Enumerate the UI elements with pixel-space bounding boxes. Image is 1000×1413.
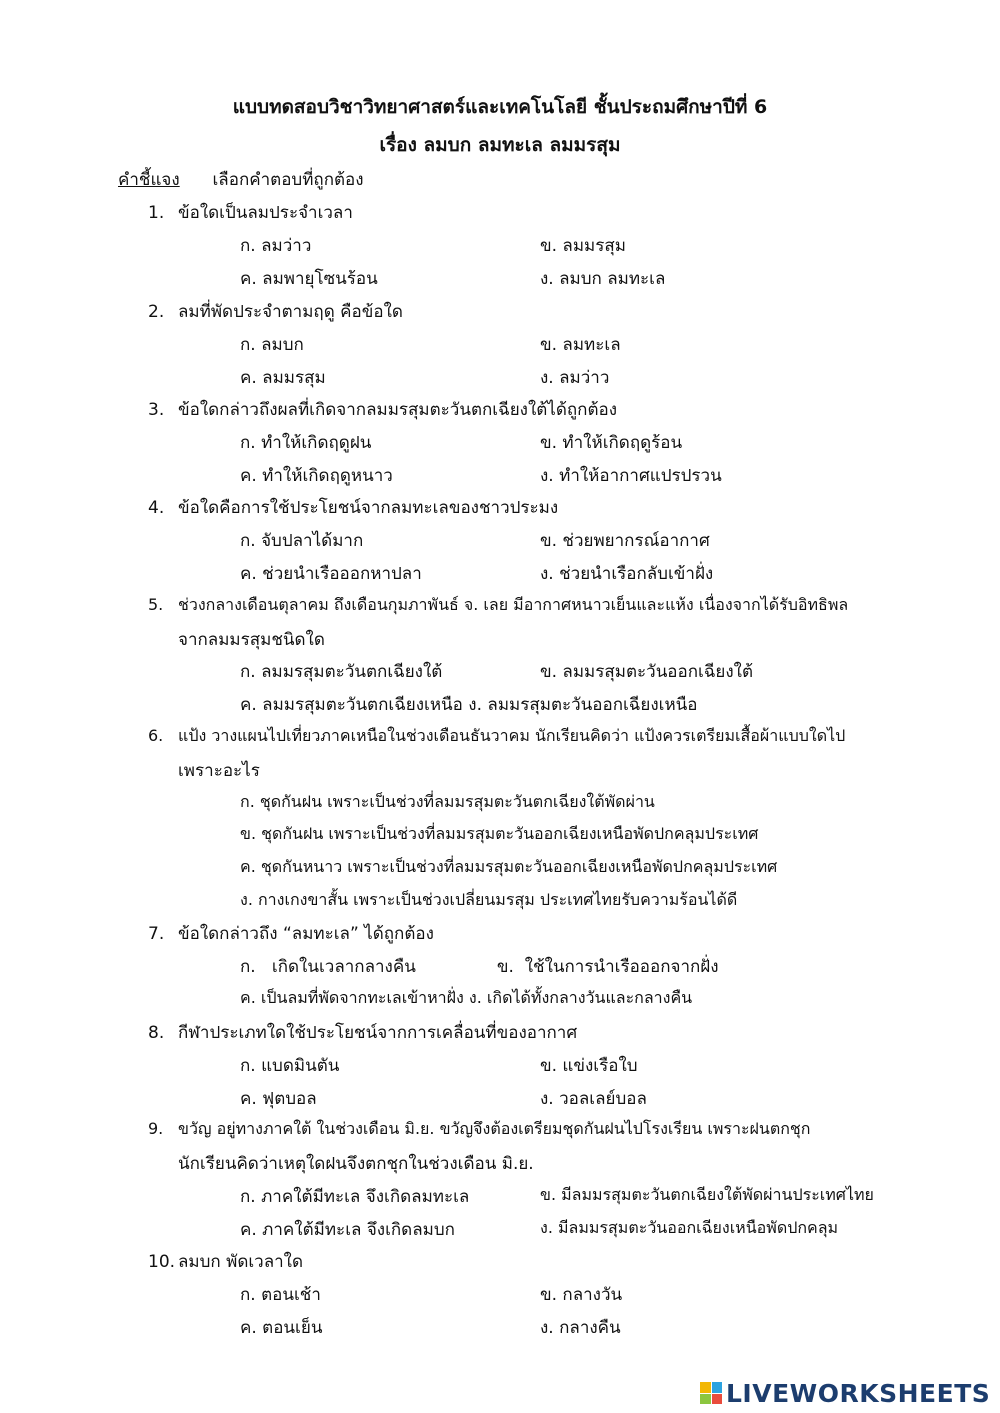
logo-grid-icon	[700, 1382, 722, 1404]
q7-option-c-d[interactable]: ค. เป็นลมที่พัดจากทะเลเข้าหาฝั่ง ง. เกิดได้ทั้งกลางวันและกลางคืน	[240, 988, 693, 1007]
question-text: ขวัญ อยู่ทางภาคใต้ ในช่วงเดือน มิ.ย. ขวัญจึงต้องเตรียมชุดกันฝนไปโรงเรียน เพราะฝนตกชุก	[178, 1119, 811, 1138]
q9-option-b[interactable]: ข. มีลมมรสุมตะวันตกเฉียงใต้พัดผ่านประเทศไทย	[540, 1185, 874, 1204]
question-3	[148, 396, 617, 423]
q8-option-d[interactable]: ง. วอลเลย์บอล	[540, 1089, 647, 1109]
q4-option-a[interactable]: ก. จับปลาได้มาก	[240, 531, 364, 551]
question-text: ข้อใดกล่าวถึง “ลมทะเล” ได้ถูกต้อง	[178, 924, 434, 944]
question-5	[148, 593, 848, 618]
q3-option-c[interactable]: ค. ทำให้เกิดฤดูหนาว	[240, 466, 393, 486]
q8-option-b[interactable]: ข. แข่งเรือใบ	[540, 1056, 638, 1076]
q5-option-b[interactable]: ข. ลมมรสุมตะวันออกเฉียงใต้	[540, 662, 754, 682]
instructions	[118, 166, 364, 193]
question-2	[148, 298, 403, 325]
question-text: ลมบก พัดเวลาใด	[178, 1252, 304, 1272]
logo-square	[700, 1394, 711, 1405]
question-number: 9.	[148, 1119, 164, 1138]
q1-option-a[interactable]: ก. ลมว่าว	[240, 236, 312, 256]
worksheet-title: แบบทดสอบวิชาวิทยาศาสตร์และเทคโนโลยี ชั้นประถมศึกษาปีที่ 6	[232, 96, 768, 118]
question-5-continued: จากลมมรสุมชนิดใด	[178, 630, 325, 650]
q5-option-c-d[interactable]: ค. ลมมรสุมตะวันตกเฉียงเหนือ ง. ลมมรสุมตะวันออกเฉียงเหนือ	[240, 695, 698, 715]
q4-option-c[interactable]: ค. ช่วยนำเรือออกหาปลา	[240, 564, 422, 584]
question-4	[148, 494, 558, 521]
question-6	[148, 724, 845, 749]
liveworksheets-logo	[700, 1380, 990, 1406]
q4-option-b[interactable]: ข. ช่วยพยากรณ์อากาศ	[540, 531, 710, 551]
question-10	[148, 1248, 303, 1275]
question-number: 10.	[148, 1252, 176, 1272]
question-number: 4.	[148, 498, 165, 518]
q5-option-a[interactable]: ก. ลมมรสุมตะวันตกเฉียงใต้	[240, 662, 443, 682]
question-text: แป้ง วางแผนไปเที่ยวภาคเหนือในช่วงเดือนธันวาคม นักเรียนคิดว่า แป้งควรเตรียมเสื้อผ้าแบบใดไป	[178, 726, 846, 745]
q3-option-d[interactable]: ง. ทำให้อากาศแปรปรวน	[540, 466, 722, 486]
q9-option-d[interactable]: ง. มีลมมรสุมตะวันออกเฉียงเหนือพัดปกคลุม	[540, 1218, 839, 1237]
q6-option-c[interactable]: ค. ชุดกันหนาว เพราะเป็นช่วงที่ลมมรสุมตะวันออกเฉียงเหนือพัดปกคลุมประเทศ	[240, 857, 778, 876]
question-text: ลมที่พัดประจำตามฤดู คือข้อใด	[178, 302, 403, 322]
q9-option-c[interactable]: ค. ภาคใต้มีทะเล จึงเกิดลมบก	[240, 1220, 455, 1240]
question-text: ข้อใดคือการใช้ประโยชน์จากลมทะเลของชาวประมง	[178, 498, 559, 518]
question-8	[148, 1019, 577, 1046]
question-number: 6.	[148, 726, 164, 745]
question-6-continued: เพราะอะไร	[178, 761, 260, 781]
q2-option-a[interactable]: ก. ลมบก	[240, 335, 304, 355]
q4-option-d[interactable]: ง. ช่วยนำเรือกลับเข้าฝั่ง	[540, 564, 714, 584]
question-number: 3.	[148, 400, 165, 420]
q10-option-a[interactable]: ก. ตอนเช้า	[240, 1285, 321, 1305]
q10-option-d[interactable]: ง. กลางคืน	[540, 1318, 621, 1338]
q6-option-d[interactable]: ง. กางเกงขาสั้น เพราะเป็นช่วงเปลี่ยนมรสุม ประเทศไทยรับความร้อนได้ดี	[240, 890, 738, 909]
worksheet-subtitle: เรื่อง ลมบก ลมทะเล ลมมรสุม	[379, 134, 621, 156]
q10-option-c[interactable]: ค. ตอนเย็น	[240, 1318, 323, 1338]
q6-option-b[interactable]: ข. ชุดกันฝน เพราะเป็นช่วงที่ลมมรสุมตะวันออกเฉียงเหนือพัดปกคลุมประเทศ	[240, 824, 759, 843]
question-text: ช่วงกลางเดือนตุลาคม ถึงเดือนกุมภาพันธ์ จ. เลย มีอากาศหนาวเย็นและแห้ง เนื่องจากได้รับอิทธิพล	[178, 595, 849, 614]
question-number: 7.	[148, 924, 165, 944]
instructions-label: คำชี้แจง	[118, 170, 180, 190]
q2-option-b[interactable]: ข. ลมทะเล	[540, 335, 621, 355]
question-text: กีฬาประเภทใดใช้ประโยชน์จากการเคลื่อนที่ของอากาศ	[178, 1023, 578, 1043]
question-9	[148, 1117, 810, 1142]
question-text: ข้อใดเป็นลมประจำเวลา	[178, 203, 353, 223]
q6-option-a[interactable]: ก. ชุดกันฝน เพราะเป็นช่วงที่ลมมรสุมตะวันตกเฉียงใต้พัดผ่าน	[240, 792, 655, 811]
q2-option-d[interactable]: ง. ลมว่าว	[540, 368, 610, 388]
q2-option-c[interactable]: ค. ลมมรสุม	[240, 368, 326, 388]
q10-option-b[interactable]: ข. กลางวัน	[540, 1285, 623, 1305]
question-9-continued: นักเรียนคิดว่าเหตุใดฝนจึงตกชุกในช่วงเดือน มิ.ย.	[178, 1154, 534, 1174]
question-7	[148, 920, 434, 947]
question-1	[148, 199, 353, 226]
q1-option-c[interactable]: ค. ลมพายุโซนร้อน	[240, 269, 378, 289]
logo-square	[700, 1382, 711, 1393]
q7-option-a-b[interactable]: ก. เกิดในเวลากลางคืน ข. ใช้ในการนำเรือออกจากฝั่ง	[240, 957, 719, 977]
q3-option-a[interactable]: ก. ทำให้เกิดฤดูฝน	[240, 433, 372, 453]
logo-square	[712, 1382, 723, 1393]
q3-option-b[interactable]: ข. ทำให้เกิดฤดูร้อน	[540, 433, 683, 453]
question-number: 5.	[148, 595, 164, 614]
question-text: ข้อใดกล่าวถึงผลที่เกิดจากลมมรสุมตะวันตกเฉียงใต้ได้ถูกต้อง	[178, 400, 618, 420]
q1-option-b[interactable]: ข. ลมมรสุม	[540, 236, 626, 256]
logo-square	[712, 1394, 723, 1405]
q8-option-a[interactable]: ก. แบดมินตัน	[240, 1056, 340, 1076]
q1-option-d[interactable]: ง. ลมบก ลมทะเล	[540, 269, 666, 289]
question-number: 2.	[148, 302, 165, 322]
instructions-text: เลือกคำตอบที่ถูกต้อง	[212, 170, 364, 190]
question-number: 8.	[148, 1023, 165, 1043]
brand-name: LIVEWORKSHEETS	[726, 1378, 991, 1408]
q8-option-c[interactable]: ค. ฟุตบอล	[240, 1089, 317, 1109]
question-number: 1.	[148, 203, 165, 223]
q9-option-a[interactable]: ก. ภาคใต้มีทะเล จึงเกิดลมทะเล	[240, 1187, 470, 1207]
